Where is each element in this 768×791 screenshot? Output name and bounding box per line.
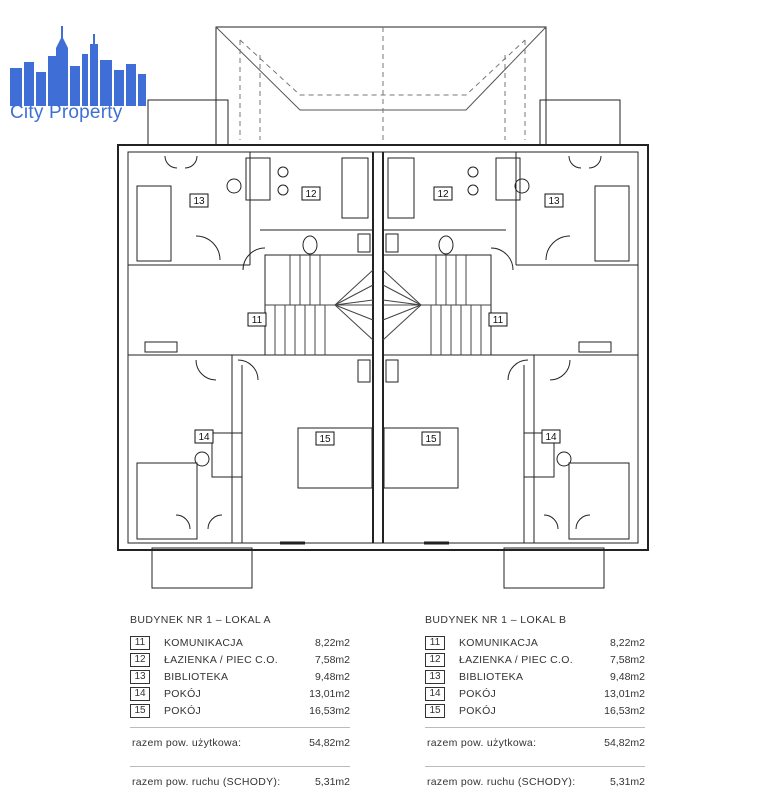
room-name: POKÓJ xyxy=(164,687,202,700)
total-label: razem pow. użytkowa: xyxy=(427,737,537,749)
room-number: 11 xyxy=(130,636,150,650)
legend-title: BUDYNEK NR 1 – LOKAL B xyxy=(425,614,567,626)
room-name: BIBLIOTEKA xyxy=(459,670,524,683)
stairs-value: 5,31m2 xyxy=(609,776,645,788)
room-area: 9,48m2 xyxy=(314,670,350,683)
legend-row xyxy=(130,702,350,719)
room-number: 13 xyxy=(425,670,445,684)
room-label xyxy=(316,432,334,445)
svg-text:11: 11 xyxy=(251,315,263,326)
room-name: KOMUNIKACJA xyxy=(164,636,244,649)
room-name: POKÓJ xyxy=(459,687,497,700)
legend-row xyxy=(425,634,645,651)
svg-text:13: 13 xyxy=(548,196,560,207)
room-name: ŁAZIENKA / PIEC C.O. xyxy=(459,653,573,666)
room-area: 7,58m2 xyxy=(609,653,645,666)
legend-lokal-b xyxy=(425,612,645,791)
room-name: KOMUNIKACJA xyxy=(459,636,539,649)
room-area: 9,48m2 xyxy=(609,670,645,683)
legend-row xyxy=(425,702,645,719)
stairs-label: razem pow. ruchu (SCHODY): xyxy=(132,776,281,788)
room-name: POKÓJ xyxy=(164,704,202,717)
svg-text:15: 15 xyxy=(319,434,331,445)
legend-row xyxy=(130,651,350,668)
room-number: 15 xyxy=(425,704,445,718)
legend-title: BUDYNEK NR 1 – LOKAL A xyxy=(130,614,271,626)
svg-text:13: 13 xyxy=(193,196,205,207)
room-number: 13 xyxy=(130,670,150,684)
room-label xyxy=(195,430,213,443)
svg-text:12: 12 xyxy=(437,189,449,200)
logo-text: City Property xyxy=(10,102,123,123)
room-number: 11 xyxy=(425,636,445,650)
stairs-value: 5,31m2 xyxy=(314,776,350,788)
room-label xyxy=(542,430,560,443)
room-label xyxy=(190,194,208,207)
svg-text:14: 14 xyxy=(198,432,210,443)
room-number: 15 xyxy=(130,704,150,718)
svg-text:11: 11 xyxy=(492,315,504,326)
stairs-label: razem pow. ruchu (SCHODY): xyxy=(427,776,576,788)
room-label xyxy=(422,432,440,445)
room-area: 8,22m2 xyxy=(314,636,350,649)
room-label xyxy=(489,313,507,326)
legend-row xyxy=(130,634,350,651)
legend-row xyxy=(425,685,645,702)
legend-total xyxy=(130,727,350,752)
room-area: 13,01m2 xyxy=(309,687,350,700)
legend-lokal-a xyxy=(130,612,350,791)
room-area: 16,53m2 xyxy=(309,704,350,717)
svg-text:15: 15 xyxy=(425,434,437,445)
room-number: 14 xyxy=(425,687,445,701)
total-value: 54,82m2 xyxy=(309,737,350,749)
room-number: 12 xyxy=(425,653,445,667)
room-label xyxy=(248,313,266,326)
room-area: 16,53m2 xyxy=(604,704,645,717)
room-label xyxy=(302,187,320,200)
legend-total xyxy=(425,727,645,752)
room-number: 12 xyxy=(130,653,150,667)
legend-row xyxy=(425,668,645,685)
room-number: 14 xyxy=(130,687,150,701)
legend-row xyxy=(130,685,350,702)
room-label xyxy=(434,187,452,200)
room-area: 8,22m2 xyxy=(609,636,645,649)
room-name: BIBLIOTEKA xyxy=(164,670,229,683)
room-label xyxy=(545,194,563,207)
svg-text:14: 14 xyxy=(545,432,557,443)
room-area: 7,58m2 xyxy=(314,653,350,666)
legend-row xyxy=(425,651,645,668)
room-name: ŁAZIENKA / PIEC C.O. xyxy=(164,653,278,666)
total-label: razem pow. użytkowa: xyxy=(132,737,242,749)
room-name: POKÓJ xyxy=(459,704,497,717)
total-value: 54,82m2 xyxy=(604,737,645,749)
svg-text:12: 12 xyxy=(305,189,317,200)
legend-row xyxy=(130,668,350,685)
room-area: 13,01m2 xyxy=(604,687,645,700)
